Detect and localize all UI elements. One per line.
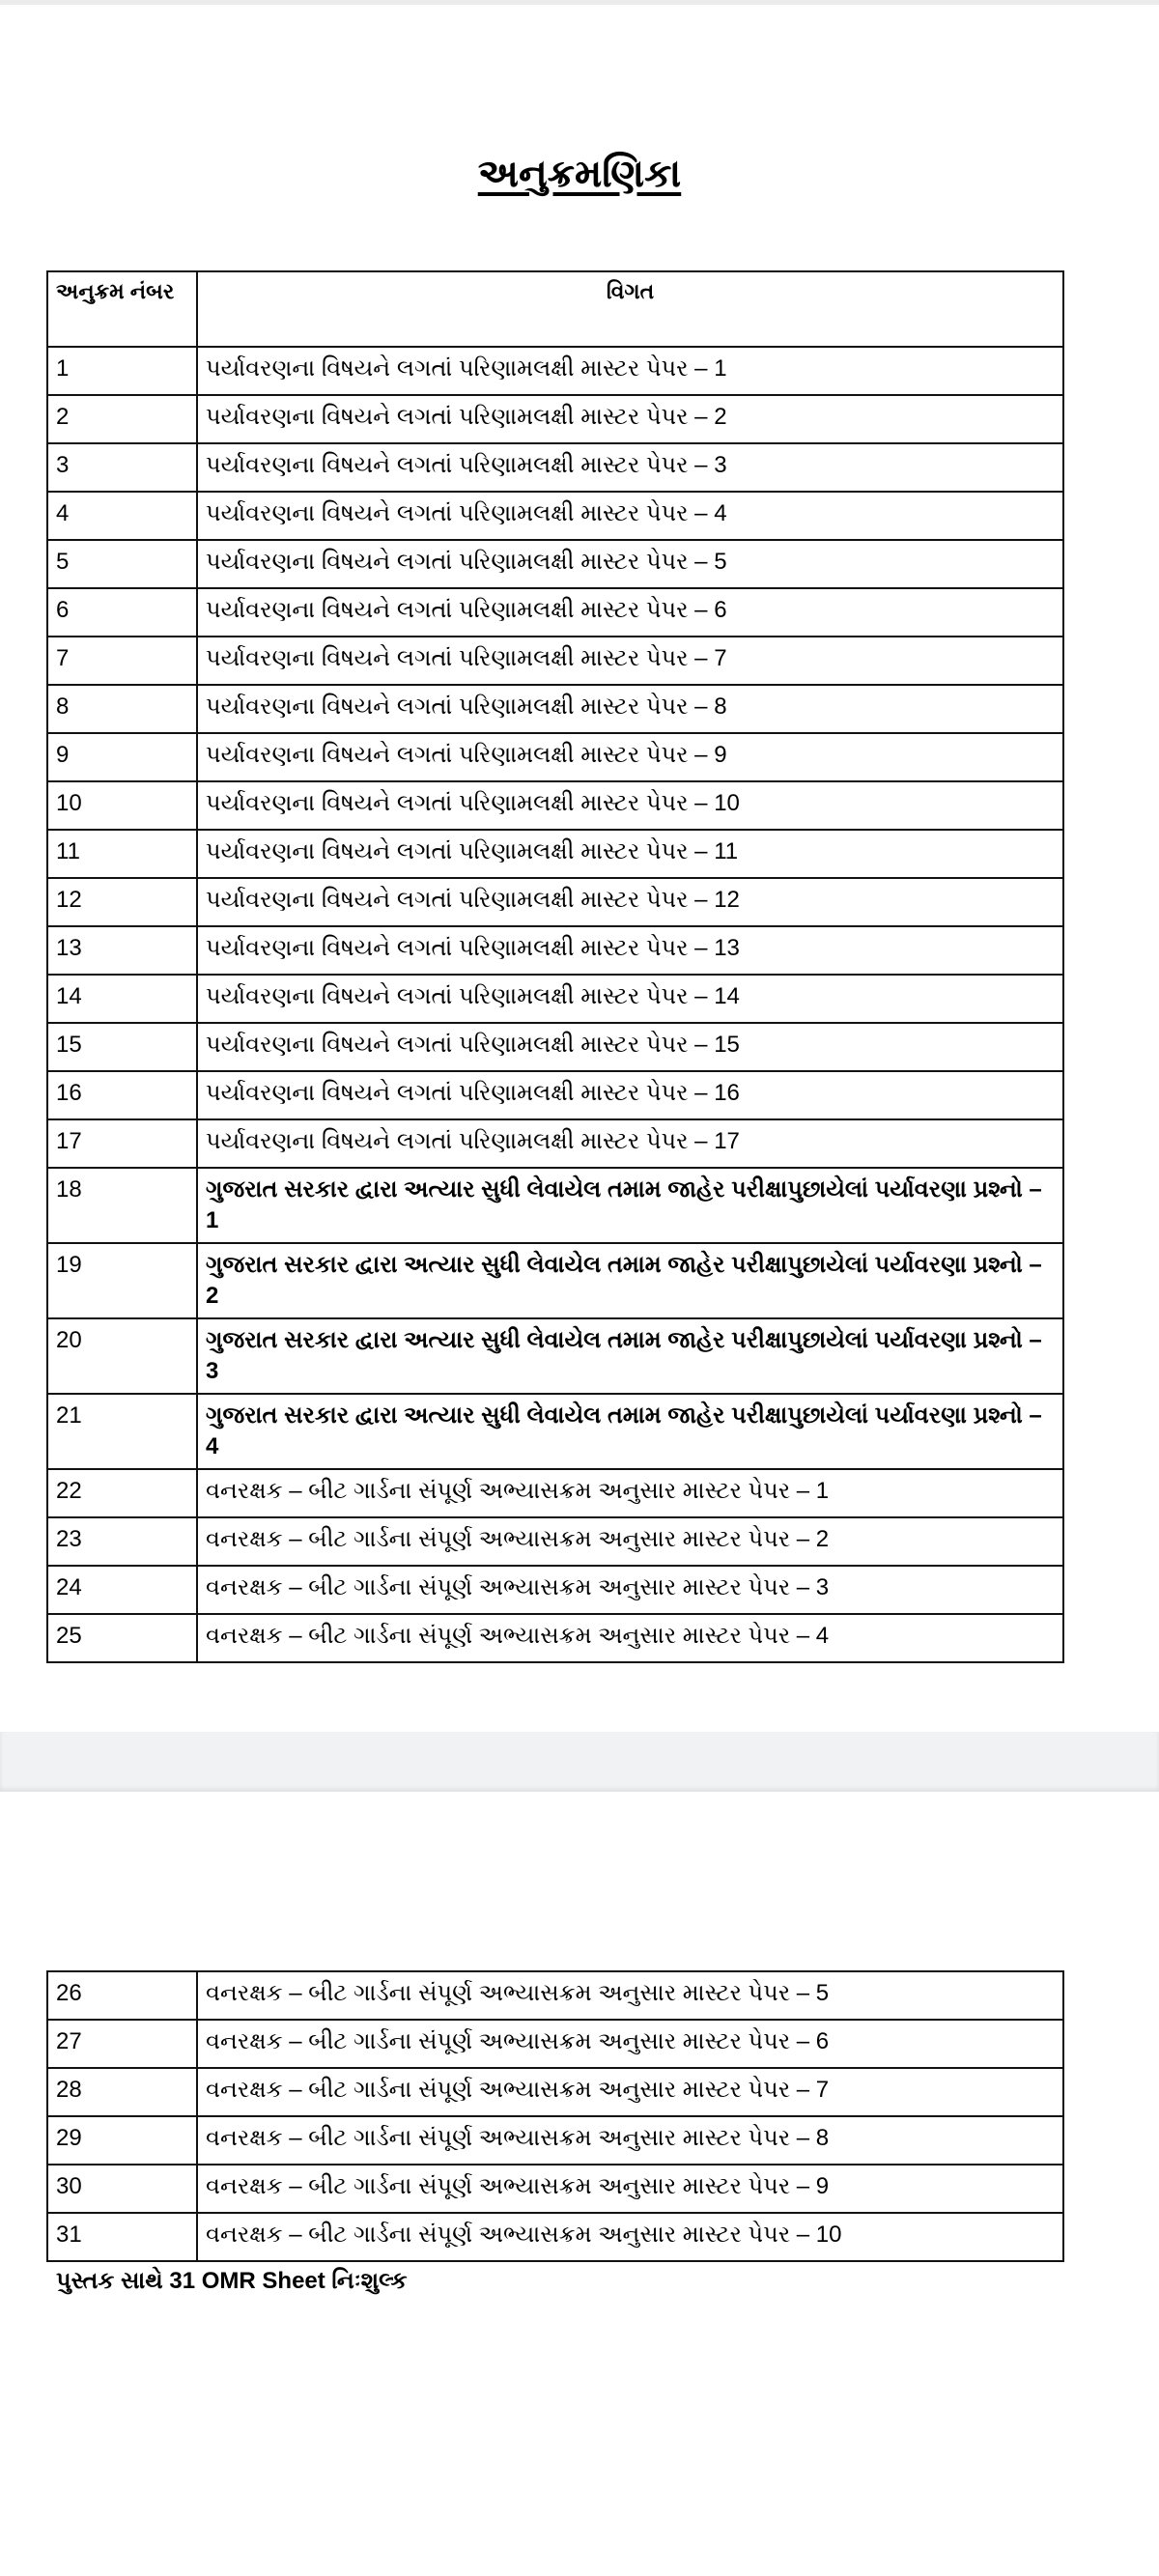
details-cell: પર્યાવરણના વિષયને લગતાં પરિણામલક્ષી માસ્ટર પેપર – 3 xyxy=(197,443,1063,492)
serial-number-cell: 13 xyxy=(47,926,197,975)
details-cell: પર્યાવરણના વિષયને લગતાં પરિણામલક્ષી માસ્ટર પેપર – 1 xyxy=(197,347,1063,395)
serial-number-cell: 21 xyxy=(47,1394,197,1469)
table-row xyxy=(47,781,1063,830)
table-row xyxy=(47,1566,1063,1614)
table-row xyxy=(47,492,1063,540)
serial-number-cell: 29 xyxy=(47,2116,197,2165)
table-row xyxy=(47,733,1063,781)
details-cell: પર્યાવરણના વિષયને લગતાં પરિણામલક્ષી માસ્ટર પેપર – 6 xyxy=(197,588,1063,637)
page-top-edge xyxy=(0,0,1159,5)
details-cell: ગુજરાત સરકાર દ્વારા અત્યાર સુધી લેવાયેલ તમામ જાહેર પરીક્ષાપુછાયેલાં પર્યાવરણા પ્રશ્નો – 2 xyxy=(197,1243,1063,1318)
page-break xyxy=(0,1732,1159,1792)
page-title: અનુક્રમણિકા xyxy=(477,153,682,195)
serial-number-cell: 3 xyxy=(47,443,197,492)
serial-number-cell: 9 xyxy=(47,733,197,781)
details-cell: પર્યાવરણના વિષયને લગતાં પરિણામલક્ષી માસ્ટર પેપર – 17 xyxy=(197,1119,1063,1168)
details-cell: પર્યાવરણના વિષયને લગતાં પરિણામલક્ષી માસ્ટર પેપર – 10 xyxy=(197,781,1063,830)
serial-number-cell: 5 xyxy=(47,540,197,588)
serial-number-cell: 12 xyxy=(47,878,197,926)
details-cell: પર્યાવરણના વિષયને લગતાં પરિણામલક્ષી માસ્ટર પેપર – 7 xyxy=(197,637,1063,685)
table-row xyxy=(47,1168,1063,1243)
table-row xyxy=(47,878,1063,926)
table-row xyxy=(47,588,1063,637)
details-cell: વનરક્ષક – બીટ ગાર્ડના સંપૂર્ણ અભ્યાસક્રમ અનુસાર માસ્ટર પેપર – 1 xyxy=(197,1469,1063,1517)
serial-number-cell: 11 xyxy=(47,830,197,878)
serial-number-cell: 4 xyxy=(47,492,197,540)
serial-number-cell: 2 xyxy=(47,395,197,443)
serial-number-cell: 24 xyxy=(47,1566,197,1614)
details-cell: પર્યાવરણના વિષયને લગતાં પરિણામલક્ષી માસ્ટર પેપર – 16 xyxy=(197,1071,1063,1119)
table-row xyxy=(47,2213,1063,2261)
table-row xyxy=(47,1517,1063,1566)
table-row xyxy=(47,685,1063,733)
serial-number-cell: 30 xyxy=(47,2165,197,2213)
table-row xyxy=(47,1243,1063,1318)
details-cell: વનરક્ષક – બીટ ગાર્ડના સંપૂર્ણ અભ્યાસક્રમ અનુસાર માસ્ટર પેપર – 6 xyxy=(197,2020,1063,2068)
details-cell: પર્યાવરણના વિષયને લગતાં પરિણામલક્ષી માસ્ટર પેપર – 5 xyxy=(197,540,1063,588)
serial-number-cell: 16 xyxy=(47,1071,197,1119)
serial-number-cell: 28 xyxy=(47,2068,197,2116)
table-row xyxy=(47,1394,1063,1469)
details-cell: વનરક્ષક – બીટ ગાર્ડના સંપૂર્ણ અભ્યાસક્રમ અનુસાર માસ્ટર પેપર – 7 xyxy=(197,2068,1063,2116)
details-cell: વનરક્ષક – બીટ ગાર્ડના સંપૂર્ણ અભ્યાસક્રમ અનુસાર માસ્ટર પેપર – 4 xyxy=(197,1614,1063,1662)
details-cell: પર્યાવરણના વિષયને લગતાં પરિણામલક્ષી માસ્ટર પેપર – 12 xyxy=(197,878,1063,926)
details-cell: વનરક્ષક – બીટ ગાર્ડના સંપૂર્ણ અભ્યાસક્રમ અનુસાર માસ્ટર પેપર – 5 xyxy=(197,1971,1063,2020)
details-cell: ગુજરાત સરકાર દ્વારા અત્યાર સુધી લેવાયેલ તમામ જાહેર પરીક્ષાપુછાયેલાં પર્યાવરણા પ્રશ્નો – 3 xyxy=(197,1318,1063,1394)
table-row xyxy=(47,1071,1063,1119)
serial-number-cell: 18 xyxy=(47,1168,197,1243)
omr-sheet-note: પુસ્તક સાથે 31 OMR Sheet નિઃશુલ્ક xyxy=(56,2268,408,2294)
serial-number-cell: 19 xyxy=(47,1243,197,1318)
table-row xyxy=(47,2116,1063,2165)
table-row xyxy=(47,830,1063,878)
table-row xyxy=(47,926,1063,975)
table-header-row xyxy=(47,271,1063,347)
serial-number-cell: 31 xyxy=(47,2213,197,2261)
details-cell: પર્યાવરણના વિષયને લગતાં પરિણામલક્ષી માસ્ટર પેપર – 15 xyxy=(197,1023,1063,1071)
serial-number-cell: 23 xyxy=(47,1517,197,1566)
table-row xyxy=(47,2165,1063,2213)
serial-number-cell: 1 xyxy=(47,347,197,395)
table-row xyxy=(47,975,1063,1023)
details-cell: પર્યાવરણના વિષયને લગતાં પરિણામલક્ષી માસ્ટર પેપર – 8 xyxy=(197,685,1063,733)
details-cell: પર્યાવરણના વિષયને લગતાં પરિણામલક્ષી માસ્ટર પેપર – 13 xyxy=(197,926,1063,975)
details-cell: વનરક્ષક – બીટ ગાર્ડના સંપૂર્ણ અભ્યાસક્રમ અનુસાર માસ્ટર પેપર – 8 xyxy=(197,2116,1063,2165)
serial-number-cell: 25 xyxy=(47,1614,197,1662)
table-row xyxy=(47,1023,1063,1071)
table-row xyxy=(47,395,1063,443)
serial-number-cell: 26 xyxy=(47,1971,197,2020)
details-cell: પર્યાવરણના વિષયને લગતાં પરિણામલક્ષી માસ્ટર પેપર – 14 xyxy=(197,975,1063,1023)
table-row xyxy=(47,1971,1063,2020)
table-row xyxy=(47,637,1063,685)
details-cell: વનરક્ષક – બીટ ગાર્ડના સંપૂર્ણ અભ્યાસક્રમ અનુસાર માસ્ટર પેપર – 10 xyxy=(197,2213,1063,2261)
details-cell: પર્યાવરણના વિષયને લગતાં પરિણામલક્ષી માસ્ટર પેપર – 11 xyxy=(197,830,1063,878)
index-table-continued-body xyxy=(47,1971,1063,2261)
header-details: વિગત xyxy=(197,271,1063,347)
serial-number-cell: 7 xyxy=(47,637,197,685)
serial-number-cell: 10 xyxy=(47,781,197,830)
serial-number-cell: 27 xyxy=(47,2020,197,2068)
serial-number-cell: 22 xyxy=(47,1469,197,1517)
details-cell: પર્યાવરણના વિષયને લગતાં પરિણામલક્ષી માસ્ટર પેપર – 9 xyxy=(197,733,1063,781)
details-cell: પર્યાવરણના વિષયને લગતાં પરિણામલક્ષી માસ્ટર પેપર – 2 xyxy=(197,395,1063,443)
details-cell: વનરક્ષક – બીટ ગાર્ડના સંપૂર્ણ અભ્યાસક્રમ અનુસાર માસ્ટર પેપર – 9 xyxy=(197,2165,1063,2213)
table-row xyxy=(47,540,1063,588)
table-row xyxy=(47,443,1063,492)
serial-number-cell: 17 xyxy=(47,1119,197,1168)
table-row xyxy=(47,1469,1063,1517)
details-cell: પર્યાવરણના વિષયને લગતાં પરિણામલક્ષી માસ્ટર પેપર – 4 xyxy=(197,492,1063,540)
serial-number-cell: 6 xyxy=(47,588,197,637)
table-row xyxy=(47,2068,1063,2116)
serial-number-cell: 20 xyxy=(47,1318,197,1394)
serial-number-cell: 8 xyxy=(47,685,197,733)
details-cell: ગુજરાત સરકાર દ્વારા અત્યાર સુધી લેવાયેલ તમામ જાહેર પરીક્ષાપુછાયેલાં પર્યાવરણા પ્રશ્નો – 1 xyxy=(197,1168,1063,1243)
index-table xyxy=(46,270,1064,1663)
table-row xyxy=(47,347,1063,395)
details-cell: વનરક્ષક – બીટ ગાર્ડના સંપૂર્ણ અભ્યાસક્રમ અનુસાર માસ્ટર પેપર – 3 xyxy=(197,1566,1063,1614)
table-row xyxy=(47,1119,1063,1168)
serial-number-cell: 15 xyxy=(47,1023,197,1071)
table-row xyxy=(47,1318,1063,1394)
details-cell: ગુજરાત સરકાર દ્વારા અત્યાર સુધી લેવાયેલ તમામ જાહેર પરીક્ષાપુછાયેલાં પર્યાવરણા પ્રશ્નો – 4 xyxy=(197,1394,1063,1469)
table-row xyxy=(47,1614,1063,1662)
index-table-body xyxy=(47,347,1063,1662)
table-row xyxy=(47,2020,1063,2068)
details-cell: વનરક્ષક – બીટ ગાર્ડના સંપૂર્ણ અભ્યાસક્રમ અનુસાર માસ્ટર પેપર – 2 xyxy=(197,1517,1063,1566)
index-table-continued xyxy=(46,1970,1064,2262)
header-serial-number: અનુક્રમ નંબર xyxy=(47,271,197,347)
serial-number-cell: 14 xyxy=(47,975,197,1023)
